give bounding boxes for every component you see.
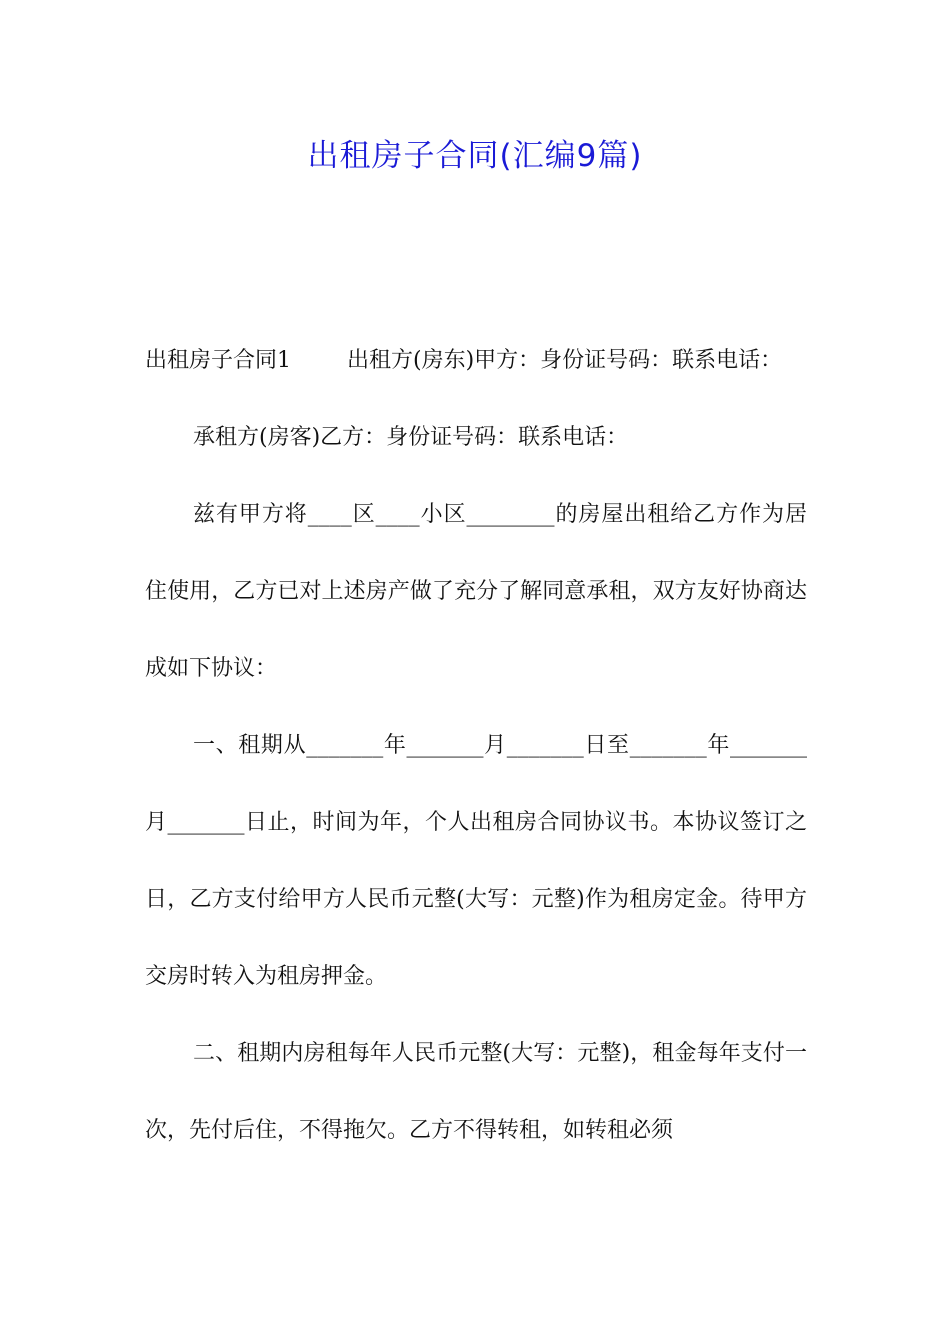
contract-heading: 出租房子合同1 — [145, 348, 291, 373]
document-body — [145, 322, 807, 1169]
paragraph-parties-lessee: 承租方(房客)乙方：身份证号码：联系电话： — [193, 425, 629, 450]
lessor-info: 出租方(房东)甲方：身份证号码：联系电话： — [347, 348, 783, 373]
paragraph-clause-2: 二、租期内房租每年人民币元整(大写：元整)，租金每年支付一次，先付后住，不得拖欠。乙方不得转租，如转租必须 — [145, 1041, 807, 1143]
paragraph-parties-lessor — [145, 322, 807, 399]
document-title: 出租房子合同(汇编9篇) — [307, 138, 643, 174]
paragraph-premises: 兹有甲方将____区____小区________的房屋出租给乙方作为居住使用，乙方已对上述房产做了充分了解同意承租，双方友好协商达成如下协议： — [145, 502, 807, 681]
paragraph-clause-1: 一、租期从_______年_______月_______日至_______年_______月_______日止，时间为年，个人出租房合同协议书。本协议签订之日，乙方支付给甲方人民币元整(大写：元整)作为租房定金。待甲方交房时转入为租房押金。 — [145, 733, 807, 989]
